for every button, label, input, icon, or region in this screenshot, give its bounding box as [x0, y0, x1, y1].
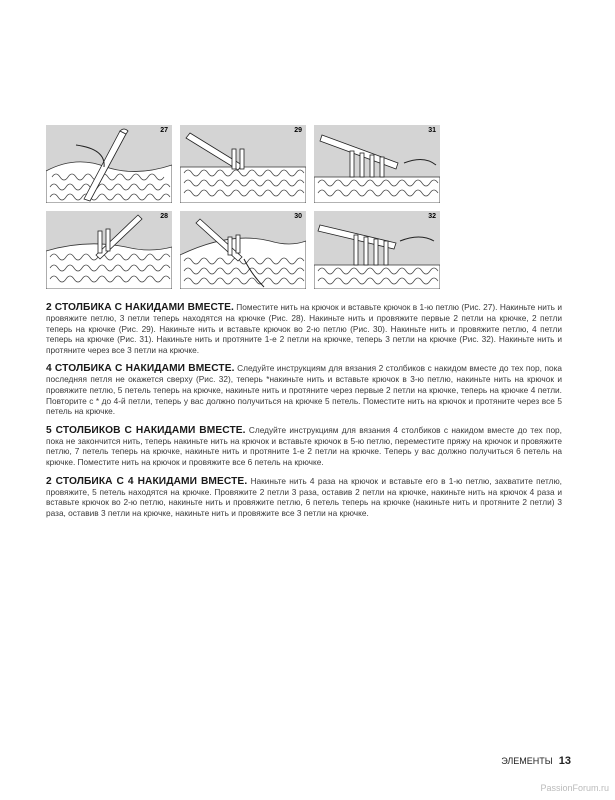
page-footer — [501, 755, 571, 767]
crochet-hook-icon — [46, 125, 172, 203]
page-number: 13 — [558, 755, 571, 767]
figure-number: 31 — [428, 127, 436, 134]
figure-number: 32 — [428, 213, 436, 220]
section-2-quad-tr-together — [46, 476, 562, 519]
figure-28 — [46, 211, 172, 289]
figure-27 — [46, 125, 172, 203]
figure-32 — [314, 211, 440, 289]
section-body: Накиньте нить 4 раза на крючок и вставьте его в 1-ю петлю, захватите петлю, провяжите, 5 петель находятся на крючке. Провяжите 2 петли 3 раза, оставив 2 петли на крючке, накиньте нить на крючок 4 раза и вставьте крючок во 2-ю петлю, накиньте нить и провяжите петлю, 6 петель теперь на крючке (накиньте нить и протяните 2 петли) 3 раза, оставив 3 петли на крючке, накиньте нить и провяжите все 3 петли на крючке. — [46, 475, 562, 518]
watermark: PassionForum.ru — [540, 783, 609, 793]
crochet-hook-icon — [180, 125, 306, 203]
section-heading: 5 СТОЛБИКОВ С НАКИДАМИ ВМЕСТЕ. — [46, 424, 246, 436]
figure-30 — [180, 211, 306, 289]
crochet-hook-icon — [314, 125, 440, 203]
figure-number: 27 — [160, 127, 168, 134]
instructions-text — [46, 302, 562, 526]
section-body: Следуйте инструкциям для вязания 2 столбиков с накидом вместе до тех пор, пока последняя петля не окажется сверху (Рис. 32), теперь *накиньте нить и вставьте крючок в 3-ю петлю, накиньте нить на крючок и провяжите петлю, 5 петель теперь на крючке, накиньте нить и протяните через первые 2 петли на крючке, теперь на крючке 4 петли. Повторите с * до 4-й петли, теперь у вас должно получиться на крючке 5 петель. Поместите нить на крючок и протяните через все 5 петель на крючке. — [46, 363, 562, 417]
footer-section-title: ЭЛЕМЕНТЫ — [501, 756, 553, 766]
figure-31 — [314, 125, 440, 203]
crochet-hook-icon — [314, 211, 440, 289]
section-heading: 2 СТОЛБИКА С 4 НАКИДАМИ ВМЕСТЕ. — [46, 475, 248, 487]
figure-number: 29 — [294, 127, 302, 134]
figure-grid — [46, 125, 561, 289]
section-4-dc-together — [46, 363, 562, 416]
figure-number: 28 — [160, 213, 168, 220]
section-5-dc-together — [46, 425, 562, 468]
section-heading: 4 СТОЛБИКА С НАКИДАМИ ВМЕСТЕ. — [46, 363, 235, 375]
section-body: Поместите нить на крючок и вставьте крючок в 1-ю петлю (Рис. 27). Накиньте нить и провяжите петлю, 3 петли теперь находятся на крючке (Рис. 28). Накиньте нить и провяжите первые 2 петли на крючке, 2 петли теперь на крючке (Рис. 29). Накиньте нить и вставьте крючок во 2-ю петлю (Рис. 30). Накиньте нить и провяжите петлю, 4 петли теперь на крючке (Рис. 31). Накиньте нить и протяните 1-е 2 петли на крючке, теперь 3 петли на крючке (Рис. 32). Накиньте нить и протяните через все 3 петли на крючке. — [46, 302, 562, 355]
section-2-dc-together — [46, 302, 562, 355]
figure-number: 30 — [294, 213, 302, 220]
section-body: Следуйте инструкциям для вязания 4 столбиков с накидом вместе до тех пор, пока не закончится нить, теперь накиньте нить на крючок и вставьте крючок в 5-ю петлю, переместите пряжу на крючок и провяжите петлю, 7 петель теперь на крючке, накиньте нить и протяните 1-е 2 петли на крючке. Теперь у вас должно получиться 6 петель на крючке. Поместите нить на крючок и провяжите все 6 петель на крючке. — [46, 424, 562, 467]
figure-29 — [180, 125, 306, 203]
section-heading: 2 СТОЛБИКА С НАКИДАМИ ВМЕСТЕ. — [46, 302, 234, 313]
crochet-hook-icon — [46, 211, 172, 289]
crochet-hook-icon — [180, 211, 306, 289]
